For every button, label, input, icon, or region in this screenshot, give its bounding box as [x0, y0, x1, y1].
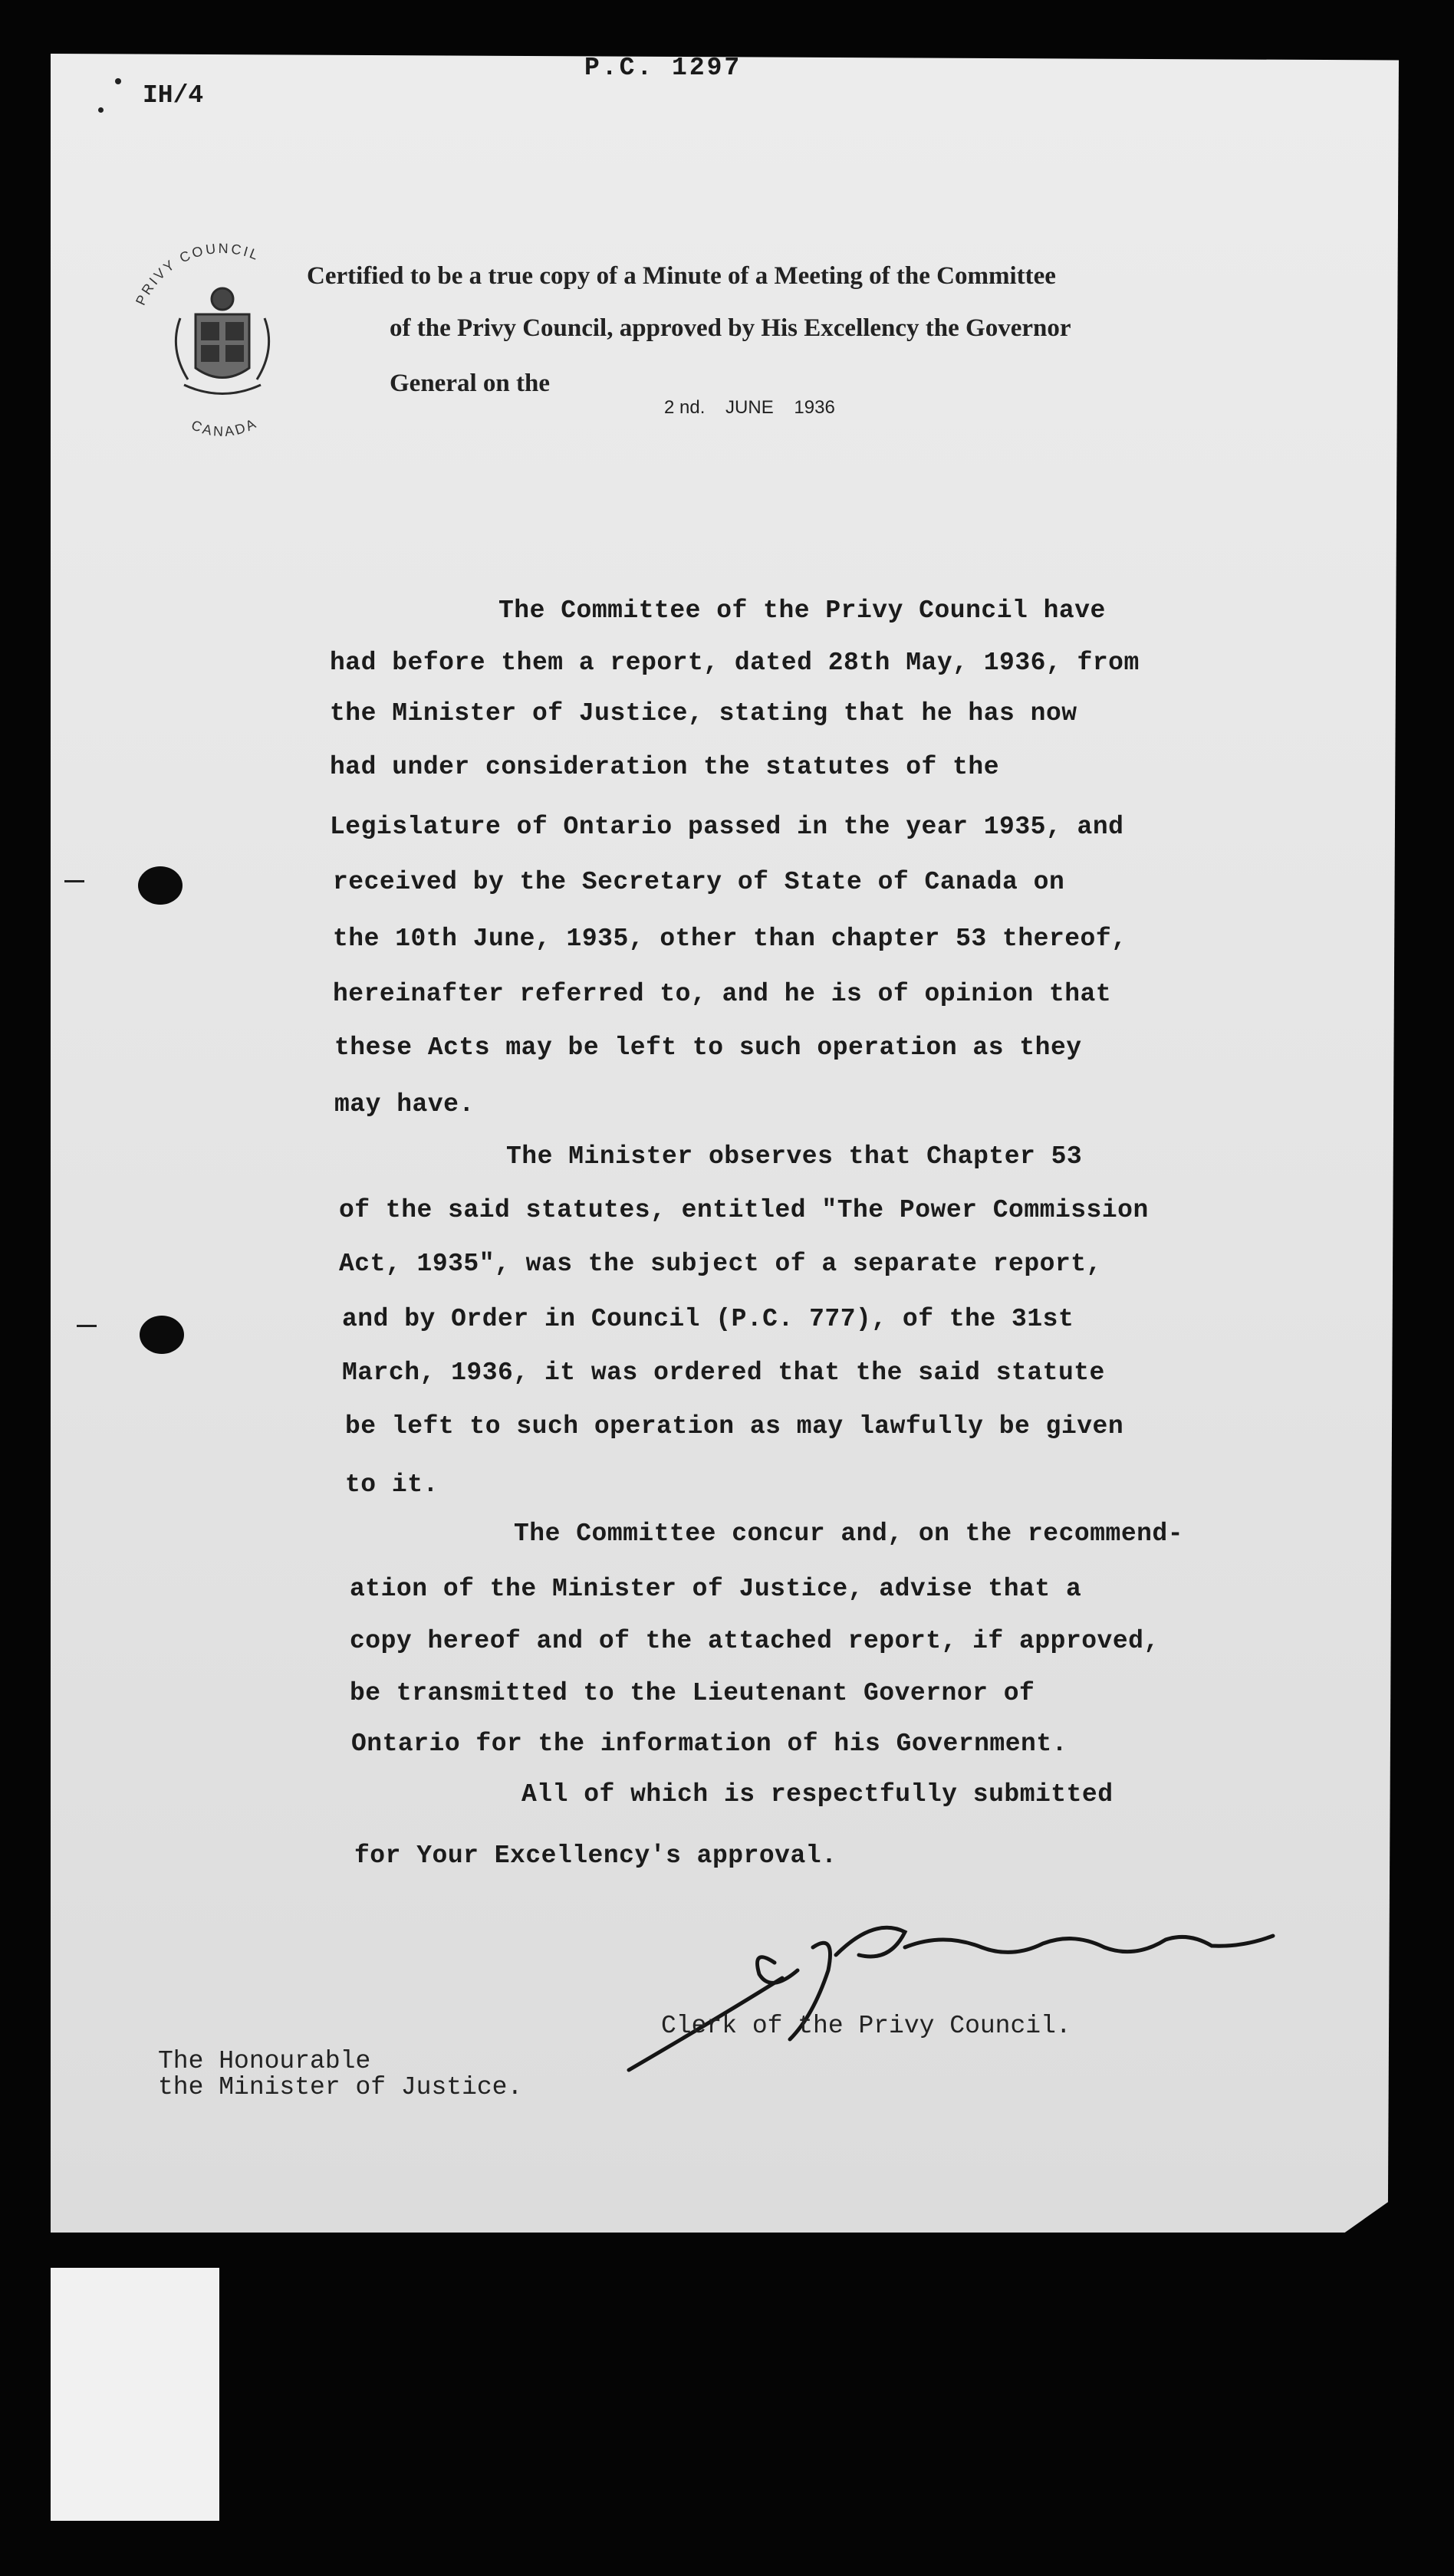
addressee-line-2: the Minister of Justice.: [158, 2073, 523, 2101]
body-line: to it.: [345, 1470, 439, 1499]
handwritten-signature: [583, 1901, 1342, 2085]
body-line: these Acts may be left to such operation as they: [334, 1033, 1082, 1062]
certification-line-2: of the Privy Council, approved by His Excellency the Governor: [390, 314, 1071, 342]
speck: [98, 107, 104, 113]
body-line: may have.: [334, 1090, 475, 1119]
file-reference: IH/4: [143, 81, 204, 110]
body-line: of the said statutes, entitled "The Power Commission: [339, 1196, 1149, 1224]
svg-text:PRIVY COUNCIL: [133, 241, 262, 307]
body-line: ation of the Minister of Justice, advise that a: [350, 1575, 1082, 1603]
body-line: Ontario for the information of his Government.: [351, 1730, 1067, 1758]
body-line: All of which is respectfully submitted: [521, 1780, 1114, 1809]
body-line: hereinafter referred to, and he is of opinion that: [333, 980, 1112, 1008]
date-stamp: 2 nd. JUNE 1936: [664, 397, 835, 418]
body-line: for Your Excellency's approval.: [354, 1842, 837, 1870]
pc-number: P.C. 1297: [584, 54, 742, 82]
privy-council-seal-icon: [107, 222, 337, 475]
margin-mark: [77, 1325, 97, 1327]
signature-title: Clerk of the Privy Council.: [661, 2012, 1071, 2040]
margin-mark: [64, 880, 84, 882]
seal-top-text: PRIVY COUNCIL: [133, 240, 263, 308]
body-line: The Minister observes that Chapter 53: [506, 1142, 1083, 1171]
certification-line-3: General on the: [390, 370, 550, 397]
body-line: had under consideration the statutes of the: [330, 753, 1000, 781]
body-line: be left to such operation as may lawfully be given: [345, 1412, 1124, 1441]
addressee-line-1: The Honourable: [158, 2047, 371, 2075]
body-line: be transmitted to the Lieutenant Governor of: [350, 1679, 1035, 1707]
svg-text:CANADA: [189, 415, 261, 439]
body-line: March, 1936, it was ordered that the said statute: [342, 1359, 1105, 1387]
body-line: and by Order in Council (P.C. 777), of the 31st: [342, 1305, 1074, 1333]
speck: [115, 78, 121, 84]
body-line: the 10th June, 1935, other than chapter 53 thereof,: [333, 925, 1127, 953]
punch-hole: [138, 866, 183, 905]
body-line: received by the Secretary of State of Canada on: [333, 868, 1065, 896]
punch-hole: [140, 1316, 184, 1354]
body-line: copy hereof and of the attached report, if approved,: [350, 1627, 1160, 1655]
body-line: Act, 1935", was the subject of a separate report,: [339, 1250, 1102, 1278]
archive-tag: [51, 2268, 219, 2521]
body-line: Legislature of Ontario passed in the year 1935, and: [330, 813, 1124, 841]
body-line: had before them a report, dated 28th May, 1936, from: [330, 649, 1140, 677]
body-line: The Committee concur and, on the recommend-: [514, 1520, 1184, 1548]
body-line: The Committee of the Privy Council have: [498, 596, 1106, 625]
body-line: the Minister of Justice, stating that he has now: [330, 699, 1077, 728]
seal-bottom-text: CANADA: [189, 415, 261, 440]
certification-line-1: Certified to be a true copy of a Minute of a Meeting of the Committee: [307, 262, 1056, 290]
